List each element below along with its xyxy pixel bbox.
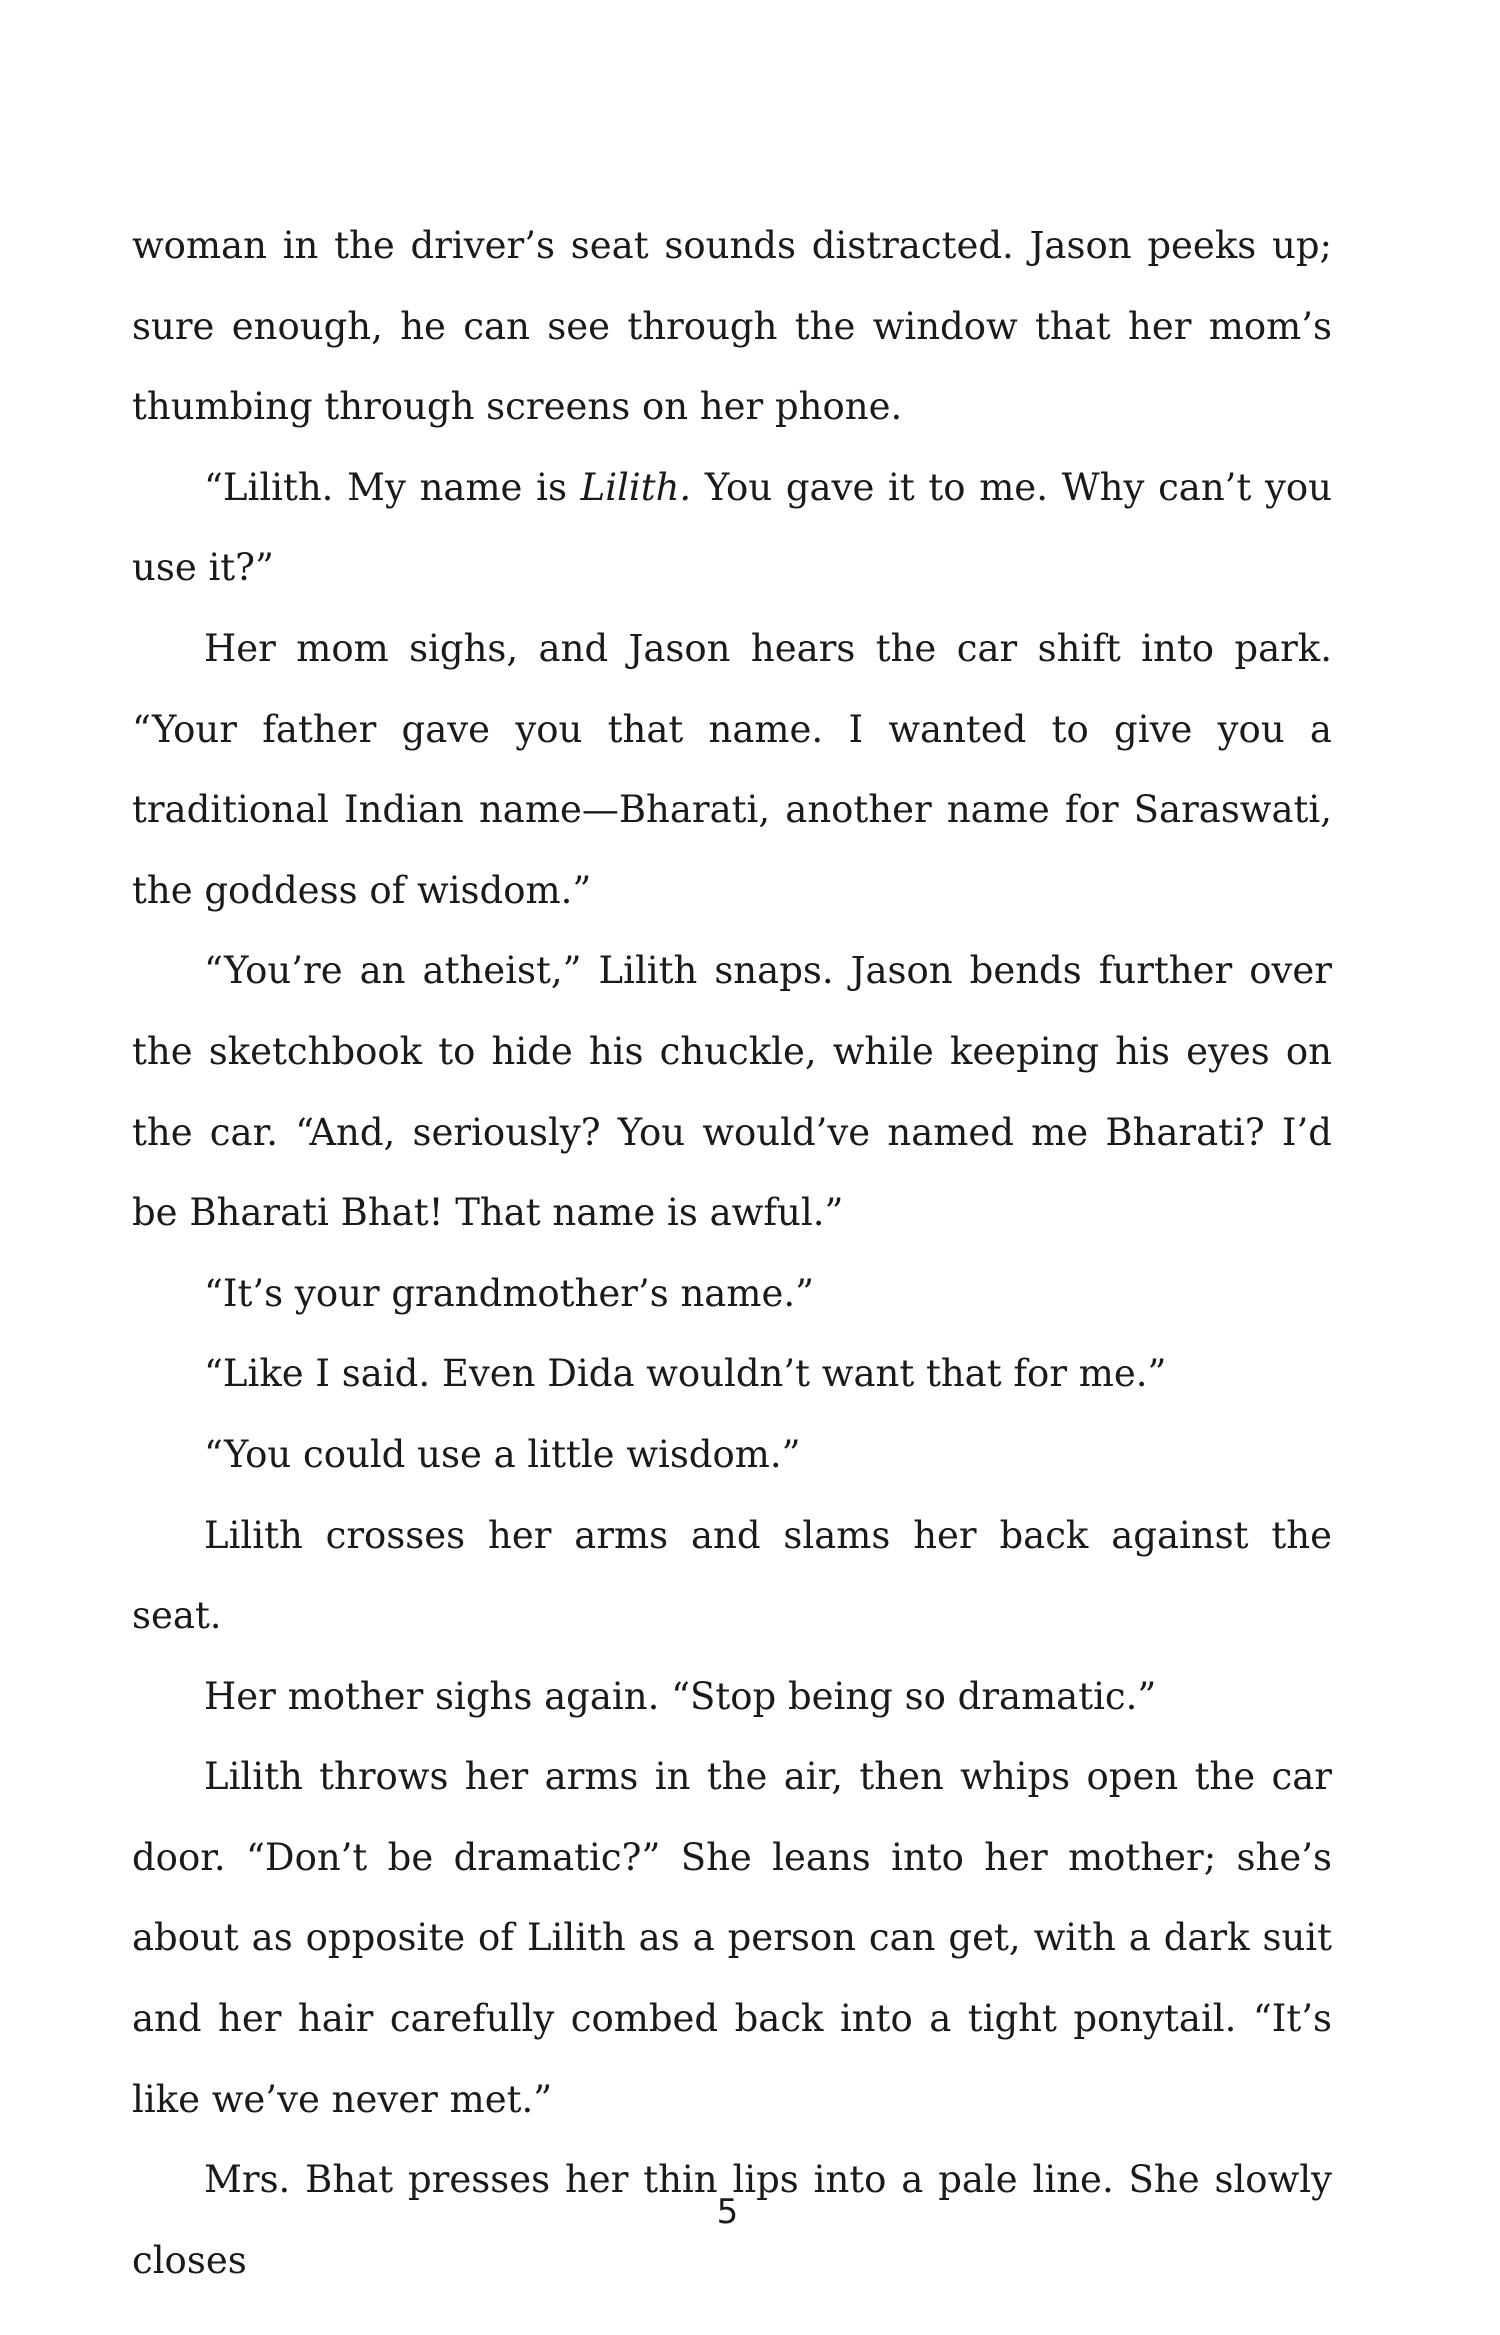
paragraph-text: “Lilith. My name is xyxy=(204,465,581,509)
paragraph: Lilith crosses her arms and slams her back against the seat. xyxy=(132,1513,1332,1638)
body-text xyxy=(132,206,1332,2301)
paragraph: “Like I said. Even Dida wouldn’t want that for me.” xyxy=(204,1352,1167,1396)
page-number: 5 xyxy=(716,2192,739,2232)
paragraph: “You’re an atheist,” Lilith snaps. Jason bends further over the sketchbook to hide his chuckle, while keeping his eyes on the car. “And, seriously? You would’ve named me Bharati? I’d be Bharati Bhat! That name is awful.” xyxy=(132,949,1332,1235)
paragraph: Her mother sighs again. “Stop being so dramatic.” xyxy=(204,1674,1157,1718)
paragraph: “You could use a little wisdom.” xyxy=(204,1432,801,1476)
emphasized-name: Lilith. xyxy=(580,465,692,509)
paragraph: woman in the driver’s seat sounds distracted. Jason peeks up; sure enough, he can see through the window that her mom’s thumbing through screens on her phone. xyxy=(132,224,1332,429)
paragraph: Mrs. Bhat presses her thin lips into a pale line. She slowly closes xyxy=(132,2158,1332,2282)
paragraph xyxy=(132,448,1332,609)
paragraph: “It’s your grandmother’s name.” xyxy=(204,1271,815,1315)
paragraph-text: You gave it to me. Why can’t you use it?” xyxy=(132,465,1332,590)
paragraph: Her mom sighs, and Jason hears the car shift into park. “Your father gave you that name. I wanted to give you a traditional Indian name—Bharati, another name for Saraswati, the goddess of wisdom.” xyxy=(132,626,1332,912)
paragraph: Lilith throws her arms in the air, then whips open the car door. “Don’t be dramatic?” She leans into her mother; she’s about as opposite of Lilith as a person can get, with a dark suit and her hair carefully combed back into a tight ponytail. “It’s like we’ve never met.” xyxy=(132,1755,1332,2121)
